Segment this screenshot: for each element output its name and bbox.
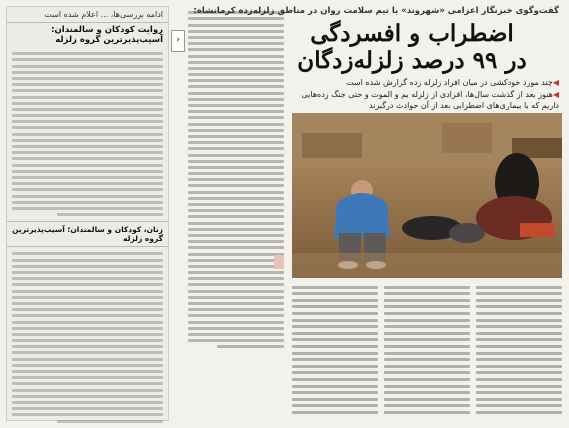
body-column-1 <box>292 282 378 422</box>
bullet-icon: ◀ <box>552 90 559 99</box>
photo-credit-mark <box>274 255 284 269</box>
sidebar-text-block-1 <box>7 47 168 221</box>
headline <box>287 20 537 74</box>
sidebar-mid-title: زنان، کودکان و سالمندان؛ آسیب‌پذیرترین گروه زلزله <box>7 221 168 247</box>
overline: گفت‌وگوی خبرنگار اعزامی «شهروند» با تیم سلامت روان در مناطق زلزله‌زده کرمانشاه: <box>193 6 559 16</box>
article-body <box>292 282 562 422</box>
headline-line-2: در ۹۹ درصد زلزله‌زدگان <box>297 47 527 74</box>
headline-line-1: اضطراب و افسردگی <box>310 20 514 47</box>
sidebar-section-title: روایت کودکان و سالمندان: آسیب‌پذیرترین گروه زلزله <box>7 22 168 47</box>
lead-line-1: چند مورد خودکشی در میان افراد زلزله زده گزارش شده است <box>346 78 553 87</box>
kicker-tag: › <box>171 30 185 52</box>
lead-line-2: هنوز بعد از گذشت سال‌ها، افرادی از زلزله بم و الموت و حتی جنگ زده‌هایی داریم که با بیماری‌های اضطرابی بعد از آن حوادث درگیرند <box>301 90 559 110</box>
bullet-icon: ◀ <box>552 78 559 87</box>
lead-text <box>291 77 559 112</box>
earthquake-survivors-photo <box>292 113 562 278</box>
sidebar-intro: ادامه بررسی‌ها، ... اعلام شده است <box>44 10 163 19</box>
body-column-2 <box>384 282 470 422</box>
sidebar-text-block-2 <box>7 247 168 427</box>
body-column-3 <box>476 282 562 422</box>
middle-text-column <box>186 6 286 421</box>
sidebar-column <box>6 6 169 421</box>
